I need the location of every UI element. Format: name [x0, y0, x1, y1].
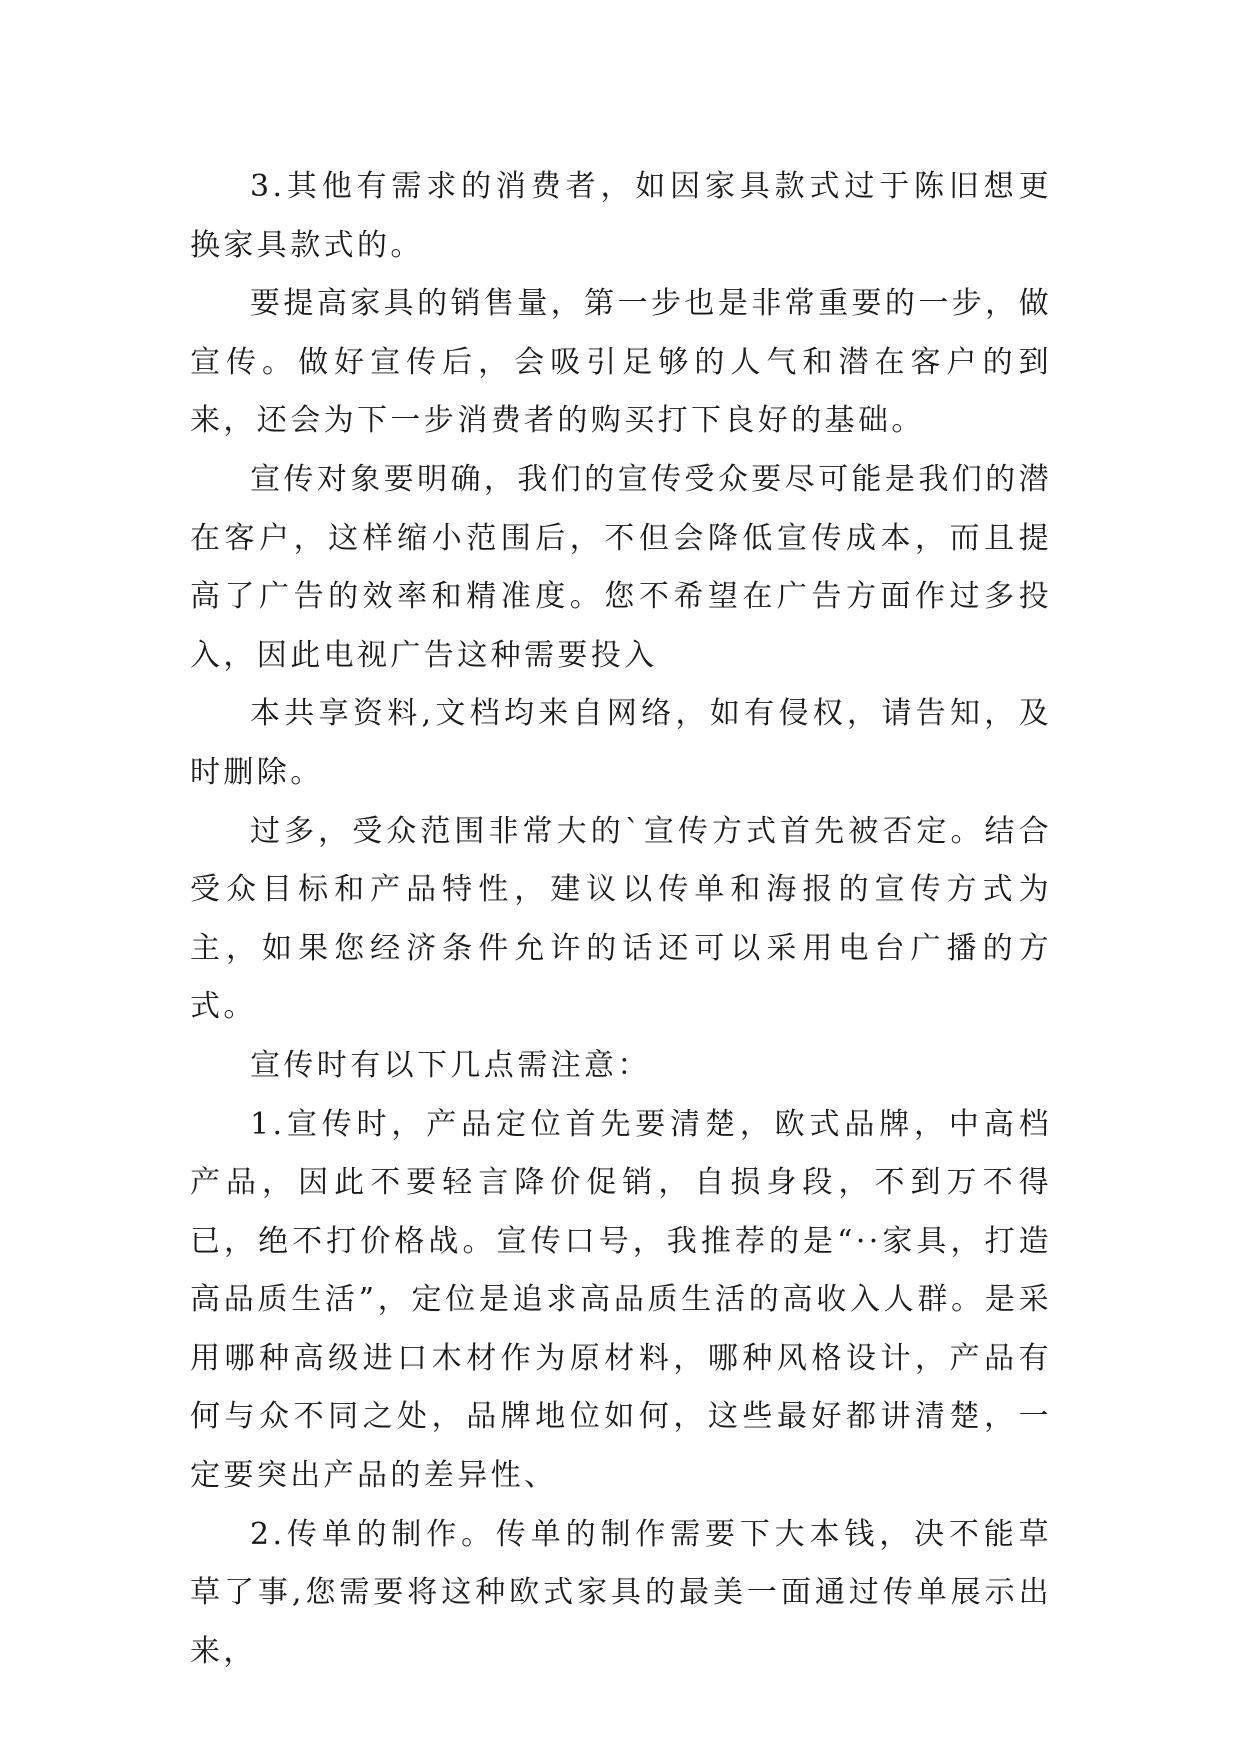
document-body — [190, 158, 1052, 1681]
paragraph-flyer-production: 2.传单的制作。传单的制作需要下大本钱，决不能草草了事,您需要将这种欧式家具的最美一面通过传单展示出来， — [190, 1516, 1052, 1669]
paragraph-notes-heading: 宣传时有以下几点需注意： — [250, 1047, 651, 1083]
paragraph-positioning: 1.宣传时，产品定位首先要清楚，欧式品牌，中高档产品，因此不要轻言降价促销，自损身段，不到万不得已，绝不打价格战。宣传口号，我推荐的是“··家具，打造高品质生活”，定位是追求高品质生活的高收入人群。是采用哪种高级进口木材作为原材料，哪种风格设计，产品有何与众不同之处，品牌地位如何，这些最好都讲清楚，一定要突出产品的差异性、 — [190, 1106, 1052, 1494]
paragraph-copyright-notice: 本共享资料,文档均来自网络，如有侵权，请告知，及时删除。 — [190, 696, 1052, 790]
paragraph-target-consumers: 3.其他有需求的消费者，如因家具款式过于陈旧想更换家具款式的。 — [190, 169, 1052, 263]
paragraph-promotion-first-step: 要提高家具的销售量，第一步也是非常重要的一步，做宣传。做好宣传后，会吸引足够的人气和潜在客户的到来，还会为下一步消费者的购买打下良好的基础。 — [190, 286, 1052, 439]
paragraph-promotion-methods: 过多，受众范围非常大的`宣传方式首先被否定。结合受众目标和产品特性，建议以传单和海报的宣传方式为主，如果您经济条件允许的话还可以采用电台广播的方式。 — [190, 813, 1052, 1025]
paragraph-promotion-audience: 宣传对象要明确，我们的宣传受众要尽可能是我们的潜在客户，这样缩小范围后，不但会降低宣传成本，而且提高了广告的效率和精准度。您不希望在广告方面作过多投入，因此电视广告这种需要投入 — [190, 461, 1052, 673]
